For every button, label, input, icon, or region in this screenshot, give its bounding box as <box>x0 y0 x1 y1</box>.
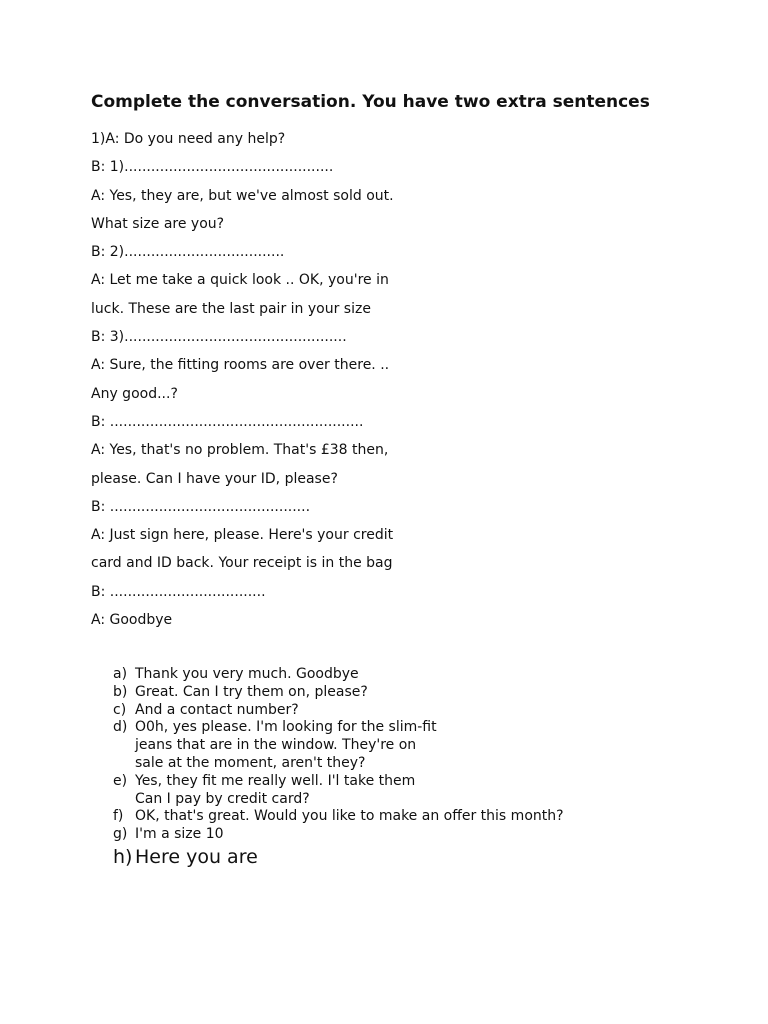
dialogue-line: A: Yes, they are, but we've almost sold out. <box>91 187 394 204</box>
dialogue-line: Any good...? <box>91 385 178 402</box>
dialogue-line: please. Can I have your ID, please? <box>91 470 338 487</box>
dialogue-line: B: ......................................................... <box>91 413 364 430</box>
dialogue-line: card and ID back. Your receipt is in the bag <box>91 555 393 572</box>
option-text: And a contact number? <box>135 701 299 718</box>
answer-option <box>113 702 564 720</box>
conversation-dialogue <box>91 129 394 638</box>
option-text: Here you are <box>135 845 258 868</box>
answer-option <box>113 808 564 826</box>
option-text: O0h, yes please. I'm looking for the slim-fit jeans that are in the window. They're on sale at the moment, aren't they? <box>135 719 437 771</box>
answer-options-list <box>113 666 564 870</box>
dialogue-line: B: 1)............................................... <box>91 159 334 176</box>
option-text: I'm a size 10 <box>135 826 224 843</box>
page-title: Complete the conversation. You have two extra sentences <box>91 92 650 112</box>
dialogue-line: What size are you? <box>91 215 225 232</box>
option-letter: b) <box>113 683 128 700</box>
option-letter: d) <box>113 719 128 736</box>
dialogue-line: B: ................................... <box>91 583 266 600</box>
option-letter: g) <box>113 826 128 843</box>
dialogue-line: A: Goodbye <box>91 612 173 629</box>
dialogue-line: B: 3).................................................. <box>91 329 347 346</box>
dialogue-line: A: Just sign here, please. Here's your credit <box>91 527 394 544</box>
option-text: Great. Can I try them on, please? <box>135 683 368 700</box>
option-text: Thank you very much. Goodbye <box>135 666 359 682</box>
dialogue-line: luck. These are the last pair in your size <box>91 300 371 317</box>
dialogue-line: B: 2).................................... <box>91 244 285 261</box>
dialogue-line: 1)A: Do you need any help? <box>91 131 286 147</box>
answer-option <box>113 684 564 702</box>
answer-option <box>113 773 564 809</box>
option-text: Yes, they fit me really well. I'l take them Can I pay by credit card? <box>135 772 416 807</box>
option-letter: h) <box>113 845 133 868</box>
dialogue-line: A: Let me take a quick look .. OK, you're in <box>91 272 389 289</box>
dialogue-line: B: ............................................. <box>91 498 311 515</box>
answer-option <box>113 719 564 772</box>
option-letter: e) <box>113 772 128 789</box>
option-letter: f) <box>113 808 124 825</box>
answer-option <box>113 666 564 684</box>
option-text: OK, that's great. Would you like to make an offer this month? <box>135 808 564 825</box>
dialogue-line: A: Sure, the fitting rooms are over there. .. <box>91 357 390 374</box>
answer-option <box>113 826 564 844</box>
option-letter: a) <box>113 666 128 682</box>
dialogue-line: A: Yes, that's no problem. That's £38 then, <box>91 442 389 459</box>
answer-option <box>113 844 564 870</box>
option-letter: c) <box>113 701 127 718</box>
